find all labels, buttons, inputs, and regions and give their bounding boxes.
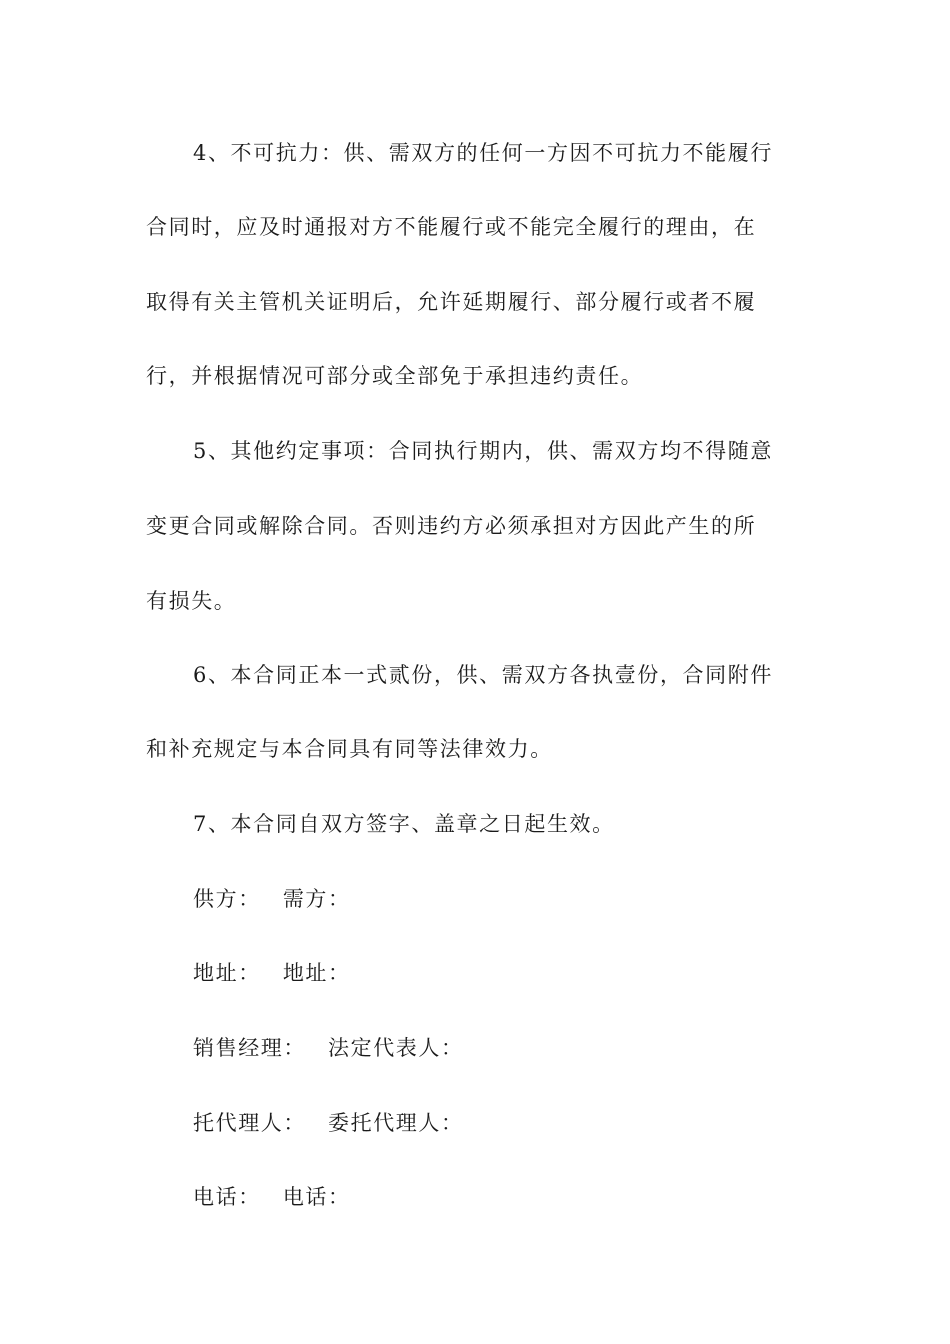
supplier-address-label: 地址： bbox=[193, 961, 261, 985]
clause-4-line-3: 取得有关主管机关证明后，允许延期履行、部分履行或者不履 bbox=[146, 290, 757, 314]
signature-phone-row bbox=[193, 1182, 351, 1212]
clause-6-line-1: 6、本合同正本一式贰份，供、需双方各执壹份，合同附件 bbox=[193, 663, 773, 687]
buyer-label: 需方： bbox=[282, 887, 351, 911]
clause-7-line-1: 7、本合同自双方签字、盖章之日起生效。 bbox=[193, 812, 615, 836]
supplier-label: 供方： bbox=[193, 887, 261, 911]
clause-4-line-2: 合同时，应及时通报对方不能履行或不能完全履行的理由，在 bbox=[146, 215, 757, 239]
buyer-agent-label: 委托代理人： bbox=[328, 1111, 464, 1135]
legal-rep-label: 法定代表人： bbox=[328, 1036, 464, 1060]
clause-5-line-2: 变更合同或解除合同。否则违约方必须承担对方因此产生的所 bbox=[146, 514, 757, 538]
supplier-agent-label: 托代理人： bbox=[193, 1111, 306, 1135]
signature-address-row bbox=[193, 958, 351, 988]
buyer-phone-label: 电话： bbox=[282, 1185, 351, 1209]
signature-agent-row bbox=[193, 1108, 464, 1138]
supplier-phone-label: 电话： bbox=[193, 1185, 261, 1209]
clause-5-line-3: 有损失。 bbox=[146, 589, 237, 613]
signature-parties-row bbox=[193, 884, 351, 914]
clause-5-line-1: 5、其他约定事项：合同执行期内，供、需双方均不得随意 bbox=[193, 439, 773, 463]
clause-4-line-4: 行，并根据情况可部分或全部免于承担违约责任。 bbox=[146, 364, 644, 388]
clause-4-line-1: 4、不可抗力：供、需双方的任何一方因不可抗力不能履行 bbox=[193, 141, 773, 165]
sales-manager-label: 销售经理： bbox=[193, 1036, 306, 1060]
buyer-address-label: 地址： bbox=[282, 961, 351, 985]
signature-representative-row bbox=[193, 1033, 464, 1063]
clause-6-line-2: 和补充规定与本合同具有同等法律效力。 bbox=[146, 737, 553, 761]
